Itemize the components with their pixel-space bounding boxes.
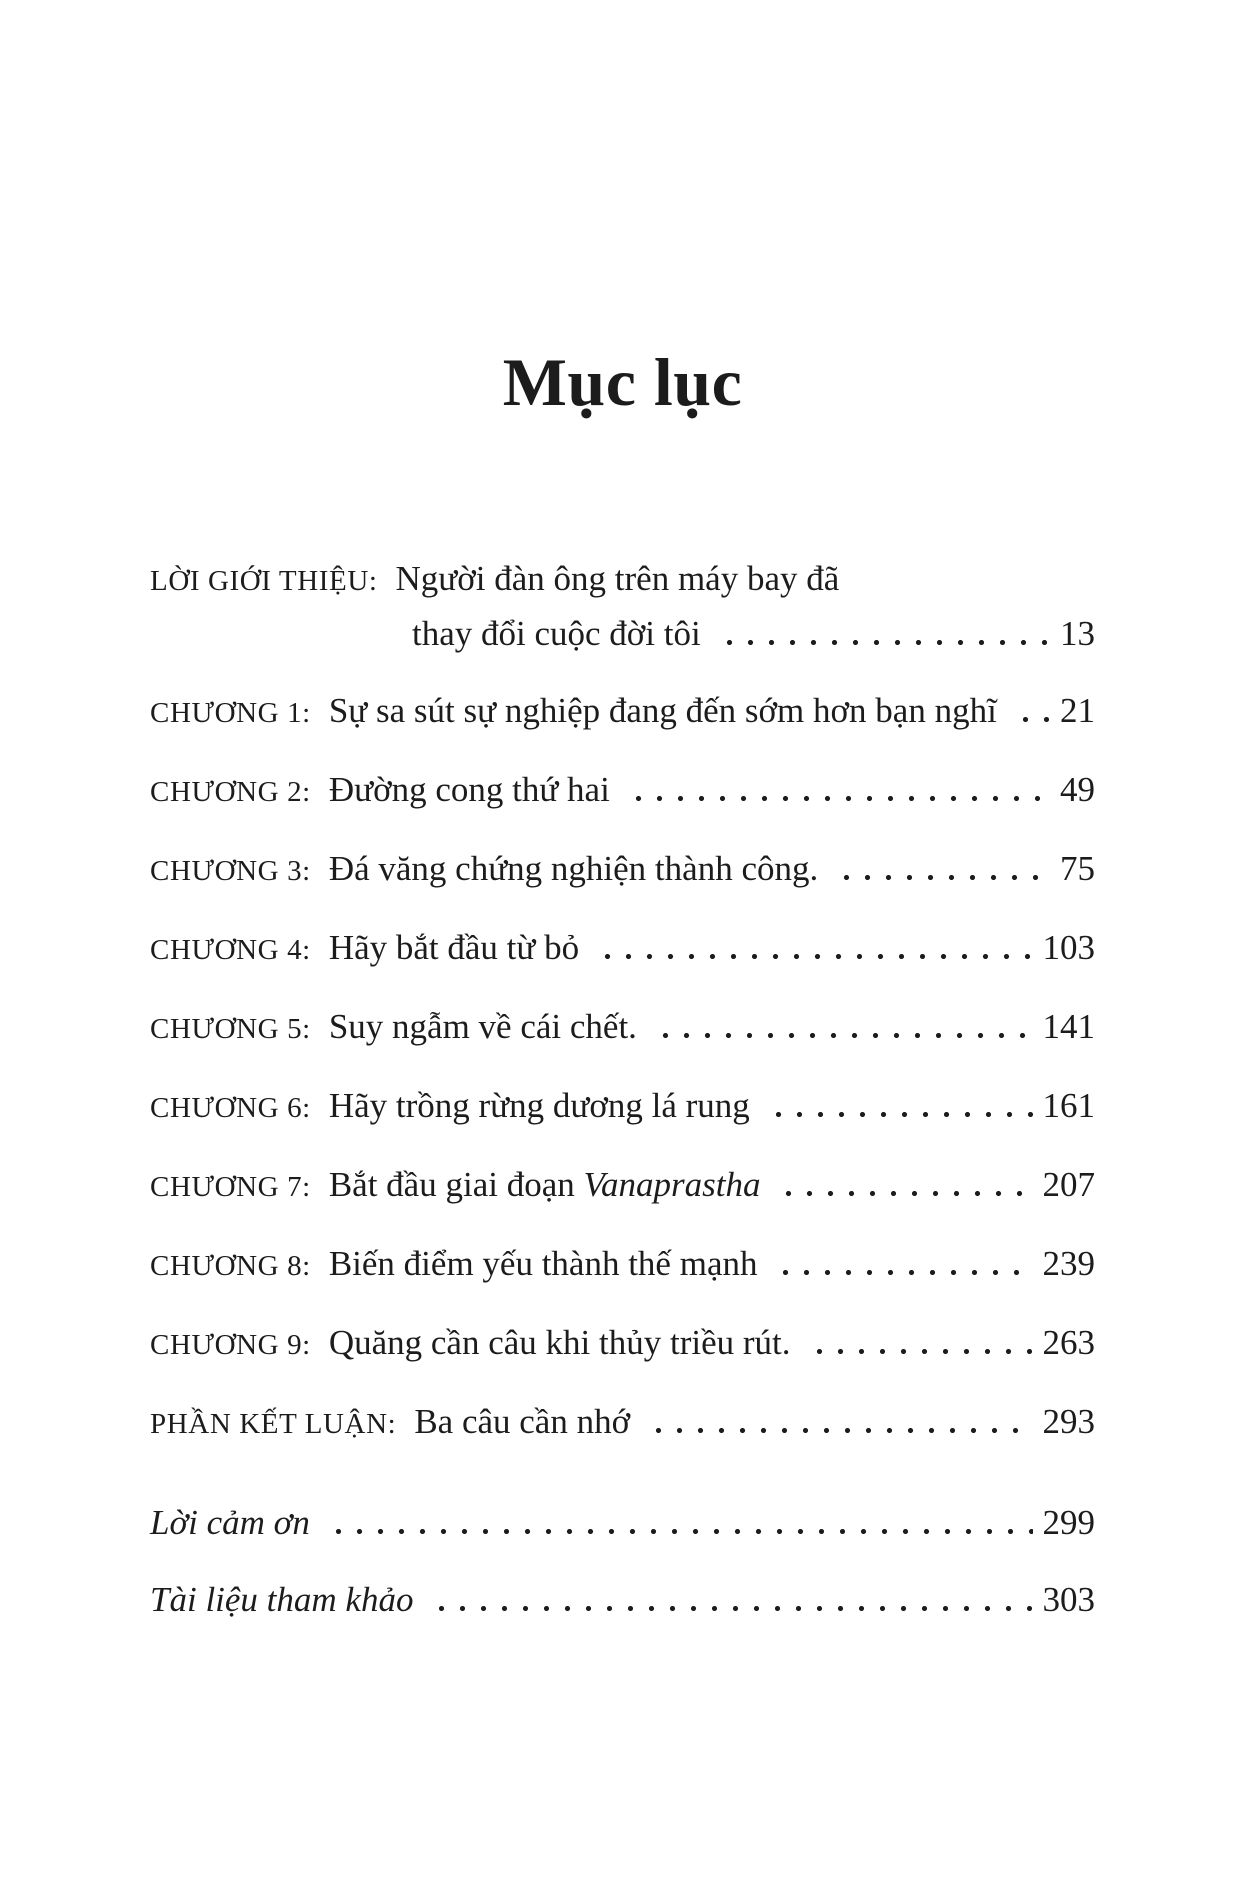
toc-entry <box>150 1322 1095 1366</box>
entry-title: Lời cảm ơn <box>150 1503 310 1542</box>
back-matter <box>150 1502 1095 1621</box>
entry-title-italic: Vanaprastha <box>583 1165 761 1204</box>
entry-title: Quăng cần câu khi thủy triều rút. <box>328 1323 791 1362</box>
chapter-label: CHƯƠNG 9: <box>150 1329 311 1361</box>
page-number: 49 <box>1060 770 1095 809</box>
page-number: 293 <box>1042 1402 1095 1441</box>
page-number: 263 <box>1042 1323 1095 1362</box>
entry-title-text: Bắt đầu giai đoạn <box>328 1165 584 1204</box>
toc-entry <box>150 1401 1095 1445</box>
entry-title: Sự sa sút sự nghiệp đang đến sớm hơn bạn nghĩ <box>328 691 997 730</box>
entry-title: Đường cong thứ hai <box>328 770 610 809</box>
dot-leader <box>832 875 1050 880</box>
dot-leader <box>805 1349 1033 1354</box>
toc-entry <box>150 1243 1095 1287</box>
toc-entry <box>150 1579 1095 1621</box>
dot-leader <box>774 1191 1032 1196</box>
page-number: 303 <box>1042 1580 1095 1619</box>
section-label: PHẦN KẾT LUẬN: <box>150 1408 397 1440</box>
entry-title: Biến điểm yếu thành thế mạnh <box>328 1244 758 1283</box>
toc-list <box>150 558 1095 1621</box>
dot-leader <box>624 796 1050 801</box>
entry-title <box>329 1164 761 1206</box>
chapter-label: CHƯƠNG 3: <box>150 855 311 887</box>
toc-entry <box>150 848 1095 892</box>
page-number: 13 <box>1060 614 1095 653</box>
dot-leader <box>644 1428 1032 1433</box>
page-number: 141 <box>1042 1007 1095 1046</box>
page-number: 299 <box>1042 1503 1095 1542</box>
toc-content <box>150 0 1095 1656</box>
toc-entry <box>150 1164 1095 1208</box>
entry-title: Ba câu cần nhớ <box>414 1402 631 1441</box>
page-number: 103 <box>1042 928 1095 967</box>
toc-entry-intro-line1 <box>150 558 1095 602</box>
dot-leader <box>593 954 1032 959</box>
chapter-label: CHƯƠNG 1: <box>150 697 311 729</box>
page-number: 239 <box>1042 1244 1095 1283</box>
dot-leader <box>324 1529 1033 1534</box>
page-number: 161 <box>1042 1086 1095 1125</box>
dot-leader <box>651 1033 1033 1038</box>
toc-entry <box>150 1006 1095 1050</box>
chapter-label: CHƯƠNG 8: <box>150 1250 311 1282</box>
entry-title: Suy ngẫm về cái chết. <box>328 1007 637 1046</box>
page-title: Mục lục <box>502 344 743 420</box>
page-number: 207 <box>1042 1165 1095 1204</box>
entry-title: Người đàn ông trên máy bay đã <box>395 559 840 598</box>
toc-entry <box>150 769 1095 813</box>
chapter-label: CHƯƠNG 5: <box>150 1013 311 1045</box>
dot-leader <box>771 1270 1032 1275</box>
toc-entry <box>150 1502 1095 1544</box>
dot-leader <box>715 640 1050 645</box>
dot-leader <box>1011 717 1050 722</box>
toc-entry-intro-line2 <box>150 613 1095 655</box>
dot-leader <box>764 1112 1033 1117</box>
section-label: LỜI GIỚI THIỆU: <box>150 565 378 597</box>
entry-title: Hãy trồng rừng dương lá rung <box>328 1086 750 1125</box>
toc-entry <box>150 927 1095 971</box>
chapter-label: CHƯƠNG 6: <box>150 1092 311 1124</box>
chapter-label: CHƯƠNG 2: <box>150 776 311 808</box>
toc-entry <box>150 690 1095 734</box>
entry-title: thay đổi cuộc đời tôi <box>412 614 701 653</box>
entry-title: Hãy bắt đầu từ bỏ <box>328 928 580 967</box>
page-number: 21 <box>1060 691 1095 730</box>
chapter-label: CHƯƠNG 7: <box>150 1171 311 1203</box>
dot-leader <box>427 1606 1032 1611</box>
entry-title: Đá văng chứng nghiện thành công. <box>328 849 819 888</box>
chapter-label: CHƯƠNG 4: <box>150 934 311 966</box>
entry-title: Tài liệu tham khảo <box>150 1580 414 1619</box>
page-number: 75 <box>1060 849 1095 888</box>
toc-entry <box>150 1085 1095 1129</box>
